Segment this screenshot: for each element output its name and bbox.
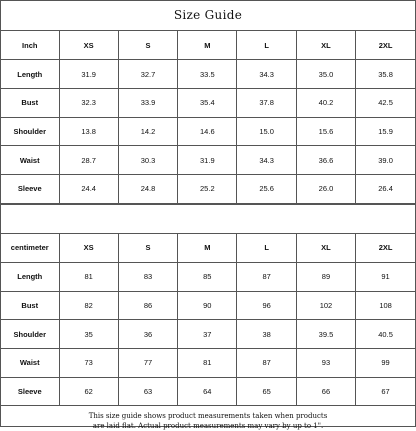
table-cell: 37 — [178, 320, 237, 349]
table-row — [1, 88, 415, 117]
table-cell: 33.5 — [178, 60, 237, 89]
table-cell: 42.5 — [356, 88, 415, 117]
table-cell: 36.6 — [296, 146, 355, 175]
table-cell: 34.3 — [237, 60, 296, 89]
table-cell: 64 — [178, 377, 237, 406]
table-cell: 31.9 — [178, 146, 237, 175]
size-header: XS — [59, 31, 118, 60]
table-cell: 40.2 — [296, 88, 355, 117]
size-header: XL — [296, 234, 355, 263]
table-cell: 15.0 — [237, 117, 296, 146]
table-cell: 62 — [59, 377, 118, 406]
table-cell: 25.6 — [237, 174, 296, 203]
table-cell: 14.2 — [118, 117, 177, 146]
table-row — [1, 117, 415, 146]
table-cell: 108 — [356, 291, 415, 320]
table-cell: 96 — [237, 291, 296, 320]
table-cell: 13.8 — [59, 117, 118, 146]
table-cell: 24.4 — [59, 174, 118, 203]
table-cell: 66 — [296, 377, 355, 406]
measurement-label: Bust — [1, 291, 59, 320]
size-header: M — [178, 234, 237, 263]
table-cell: 26.0 — [296, 174, 355, 203]
table-cell: 85 — [178, 262, 237, 291]
table-cell: 35 — [59, 320, 118, 349]
table-header-row — [1, 234, 415, 263]
table-cell: 35.4 — [178, 88, 237, 117]
size-header: L — [237, 234, 296, 263]
table-cell: 87 — [237, 262, 296, 291]
table-cell: 81 — [59, 262, 118, 291]
size-header: S — [118, 31, 177, 60]
size-header: S — [118, 234, 177, 263]
table-cell: 14.6 — [178, 117, 237, 146]
table-cell: 33.9 — [118, 88, 177, 117]
table-cell: 93 — [296, 348, 355, 377]
table-cell: 25.2 — [178, 174, 237, 203]
table-cell: 34.3 — [237, 146, 296, 175]
measurement-label: Waist — [1, 146, 59, 175]
measurement-label: Sleeve — [1, 377, 59, 406]
table-cell: 99 — [356, 348, 415, 377]
table-row — [1, 60, 415, 89]
table-cell: 81 — [178, 348, 237, 377]
table-row — [1, 291, 415, 320]
table-cell: 26.4 — [356, 174, 415, 203]
table-cell: 63 — [118, 377, 177, 406]
table-cell: 30.3 — [118, 146, 177, 175]
table-cell: 87 — [237, 348, 296, 377]
unit-label: centimeter — [1, 234, 59, 263]
measurement-label: Waist — [1, 348, 59, 377]
table-cell: 32.3 — [59, 88, 118, 117]
table-row — [1, 174, 415, 203]
table-cell: 39.5 — [296, 320, 355, 349]
table-cell: 40.5 — [356, 320, 415, 349]
size-header: 2XL — [356, 234, 415, 263]
table-cell: 35.0 — [296, 60, 355, 89]
measurement-label: Shoulder — [1, 320, 59, 349]
table-cell: 90 — [178, 291, 237, 320]
table-cell: 31.9 — [59, 60, 118, 89]
size-header: XL — [296, 31, 355, 60]
table-cell: 65 — [237, 377, 296, 406]
measurement-label: Length — [1, 60, 59, 89]
size-header: 2XL — [356, 31, 415, 60]
table-row — [1, 146, 415, 175]
centimeter-size-table — [1, 234, 415, 407]
table-row — [1, 348, 415, 377]
table-cell: 28.7 — [59, 146, 118, 175]
measurement-label: Bust — [1, 88, 59, 117]
note-line: This size guide shows product measurements taken when products — [88, 412, 328, 421]
table-cell: 67 — [356, 377, 415, 406]
table-cell: 91 — [356, 262, 415, 291]
note-line: are laid flat. Actual product measurements may vary by up to 1". — [92, 422, 324, 431]
measurement-label: Shoulder — [1, 117, 59, 146]
table-cell: 77 — [118, 348, 177, 377]
size-header: M — [178, 31, 237, 60]
table-cell: 83 — [118, 262, 177, 291]
table-header-row — [1, 31, 415, 60]
inch-size-table — [1, 31, 415, 204]
table-cell: 32.7 — [118, 60, 177, 89]
table-cell: 102 — [296, 291, 355, 320]
table-cell: 38 — [237, 320, 296, 349]
table-cell: 82 — [59, 291, 118, 320]
size-header: XS — [59, 234, 118, 263]
table-cell: 39.0 — [356, 146, 415, 175]
table-row — [1, 320, 415, 349]
measurement-note — [1, 406, 415, 431]
table-cell: 15.9 — [356, 117, 415, 146]
table-row — [1, 377, 415, 406]
size-header: L — [237, 31, 296, 60]
unit-label: Inch — [1, 31, 59, 60]
table-cell: 15.6 — [296, 117, 355, 146]
measurement-label: Sleeve — [1, 174, 59, 203]
table-separator — [1, 204, 415, 234]
table-cell: 35.8 — [356, 60, 415, 89]
table-cell: 24.8 — [118, 174, 177, 203]
table-cell: 36 — [118, 320, 177, 349]
table-cell: 86 — [118, 291, 177, 320]
table-row — [1, 262, 415, 291]
table-cell: 89 — [296, 262, 355, 291]
table-cell: 37.8 — [237, 88, 296, 117]
measurement-label: Length — [1, 262, 59, 291]
page-title: Size Guide — [1, 1, 415, 31]
table-cell: 73 — [59, 348, 118, 377]
